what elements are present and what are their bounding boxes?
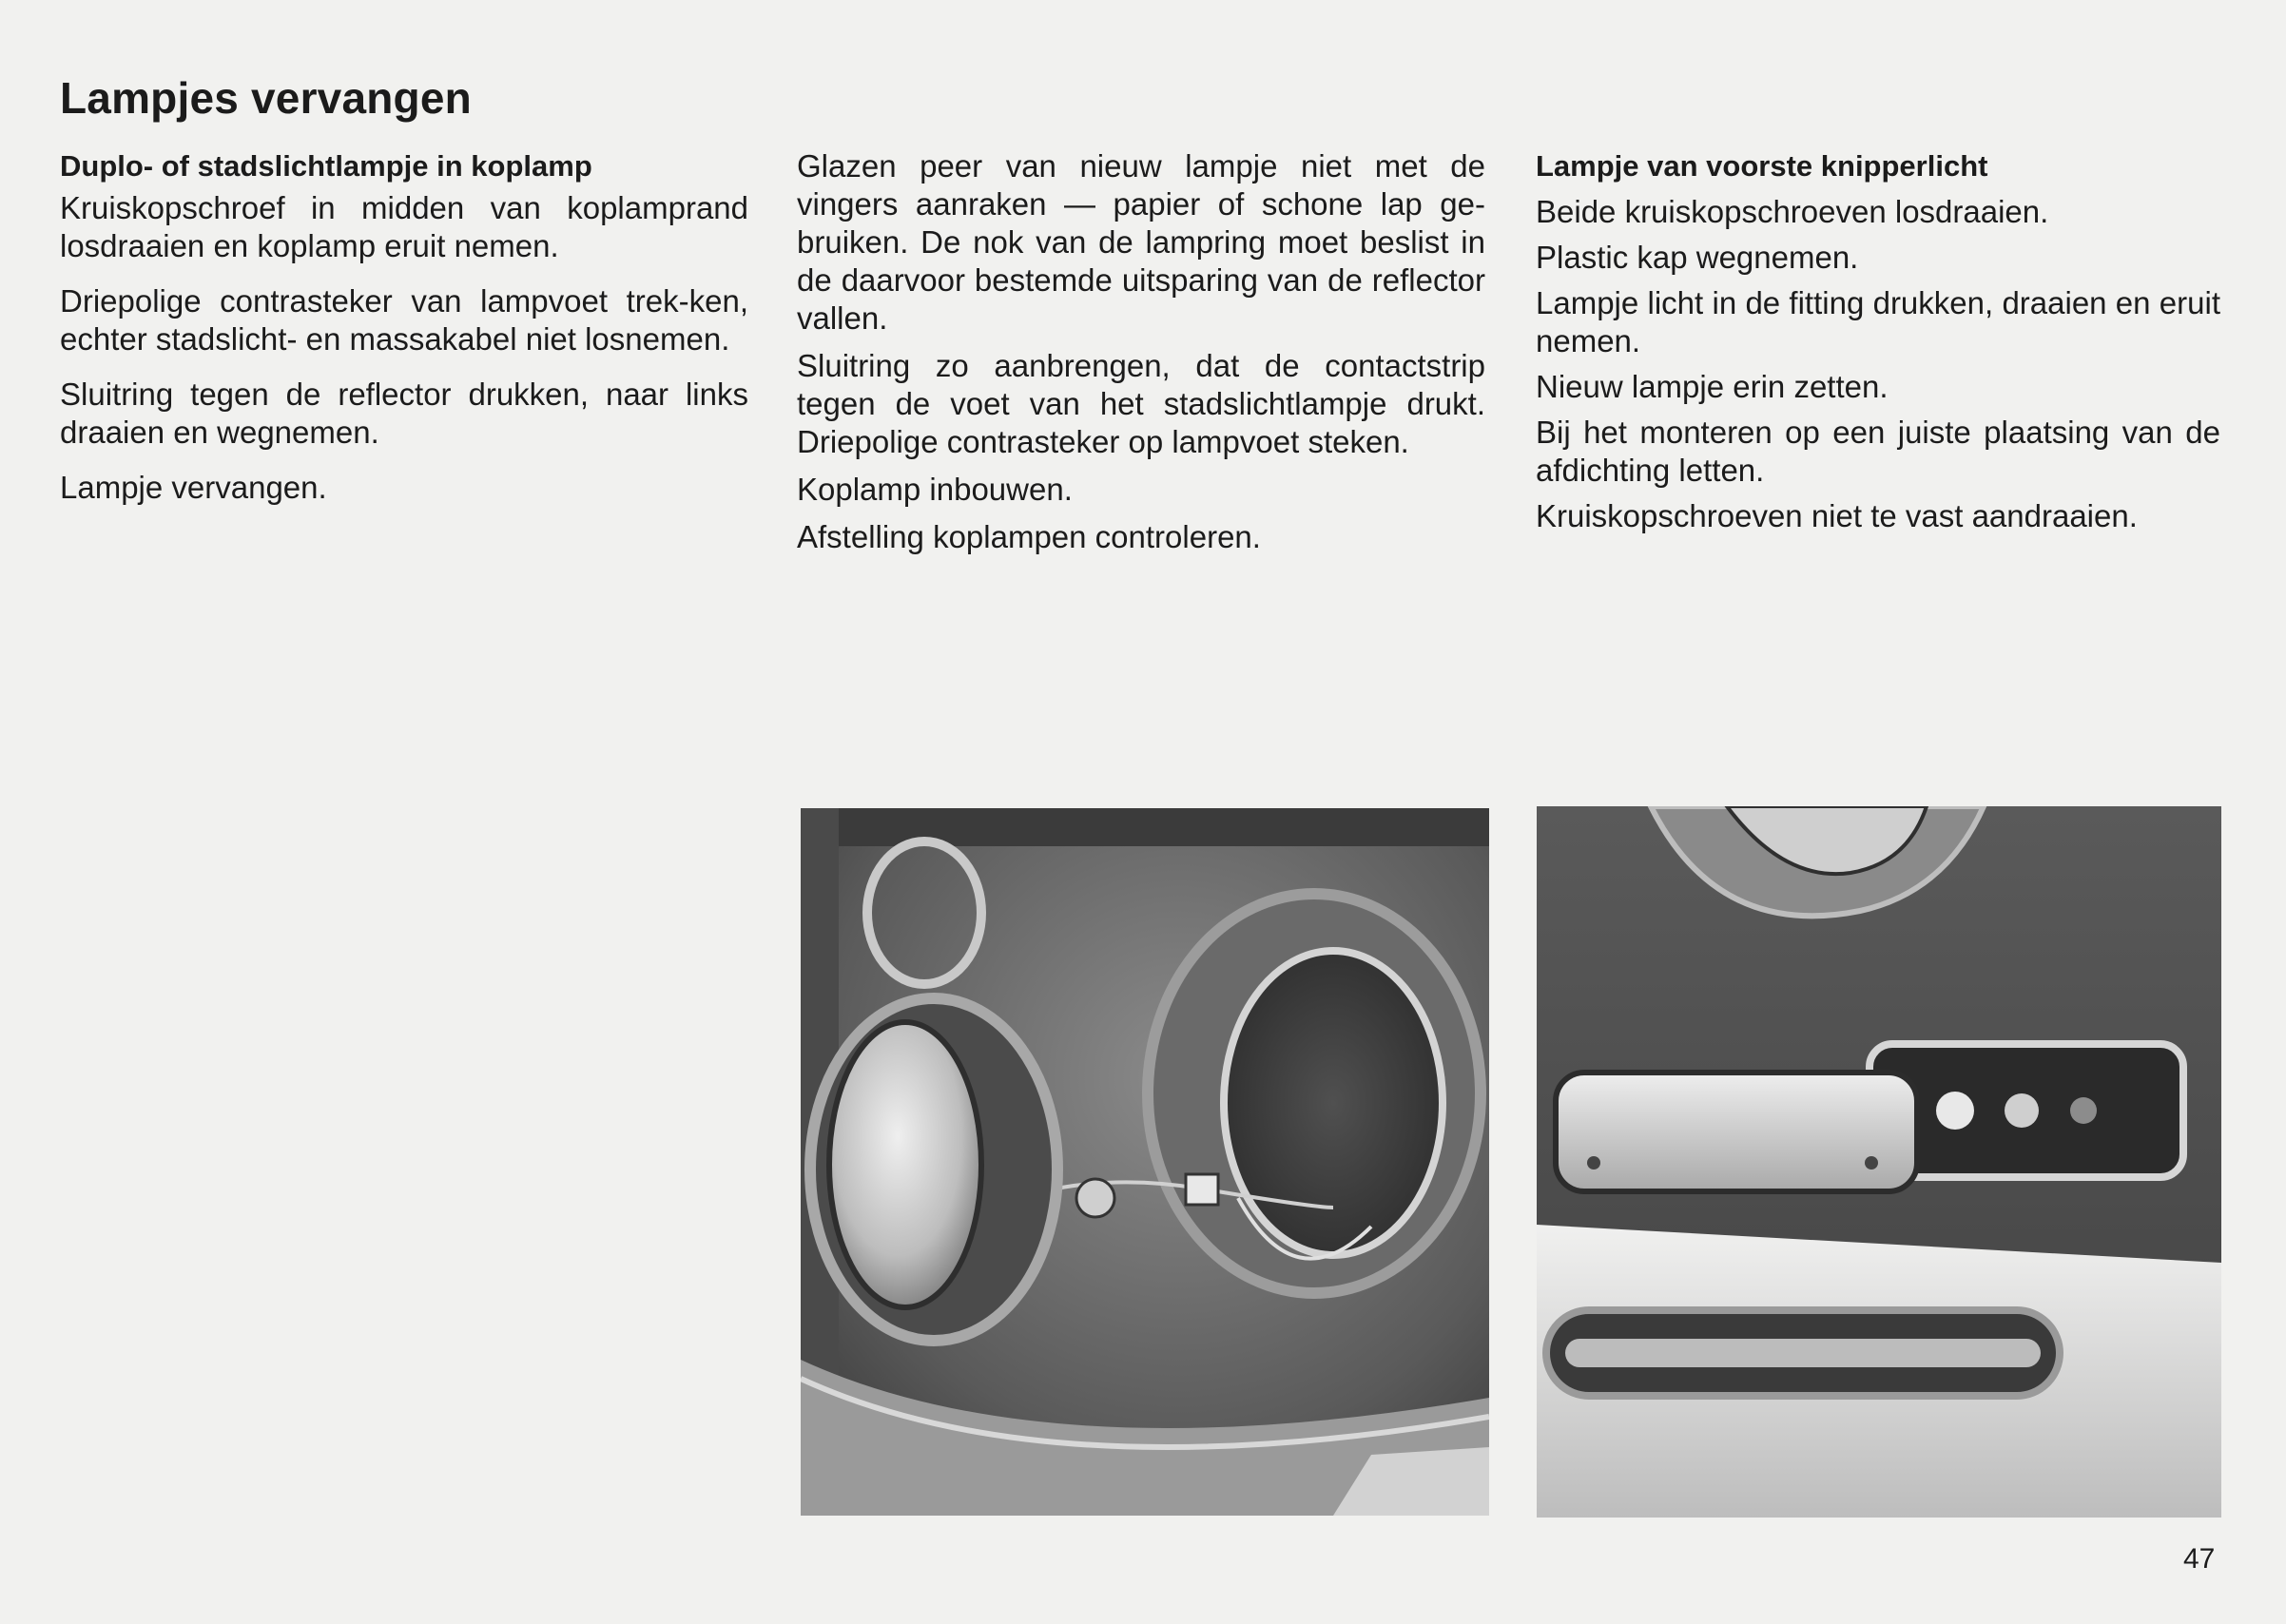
right-paragraph-1: Beide kruiskopschroeven losdraaien.	[1536, 194, 2049, 229]
page-title: Lampjes vervangen	[60, 73, 472, 123]
left-paragraph-3: Sluitring tegen de reflector drukken, naar links draaien en wegnemen.	[60, 377, 748, 450]
right-paragraph-2: Plastic kap wegnemen.	[1536, 240, 1859, 275]
headlamp-photo-drawing	[801, 808, 1489, 1516]
middle-paragraph-2: Sluitring zo aanbrengen, dat de contactstrip tegen de voet van het stadslichtlampje drukt. Driepolige contrasteker op lampvoet steken.	[797, 348, 1485, 459]
left-column-heading: Duplo- of stadslichtlampje in koplamp	[60, 149, 592, 183]
left-column	[60, 147, 748, 524]
middle-column	[797, 147, 1485, 566]
right-column	[1536, 147, 2220, 543]
headlamp-removed-photo	[801, 808, 1489, 1516]
right-column-heading: Lampje van voorste knipperlicht	[1536, 149, 1988, 183]
front-indicator-photo	[1537, 806, 2221, 1518]
right-paragraph-3: Lampje licht in de fitting drukken, draaien en eruit nemen.	[1536, 285, 2220, 358]
middle-paragraph-4: Afstelling koplampen controleren.	[797, 519, 1261, 554]
page-number: 47	[2183, 1543, 2216, 1575]
right-paragraph-6: Kruiskopschroeven niet te vast aandraaien.	[1536, 498, 2138, 533]
middle-paragraph-1: Glazen peer van nieuw lampje niet met de vingers aanraken — papier of schone lap ge-bruiken. De nok van de lampring moet beslist in de daarvoor bestemde uitsparing van de reflector vallen.	[797, 148, 1485, 336]
indicator-photo-drawing	[1537, 806, 2221, 1518]
left-paragraph-2: Driepolige contrasteker van lampvoet trek-ken, echter stadslicht- en massakabel niet losnemen.	[60, 283, 748, 357]
right-paragraph-5: Bij het monteren op een juiste plaatsing van de afdichting letten.	[1536, 415, 2220, 488]
left-paragraph-4: Lampje vervangen.	[60, 470, 327, 505]
right-paragraph-4: Nieuw lampje erin zetten.	[1536, 369, 1889, 404]
left-paragraph-1: Kruiskopschroef in midden van koplamprand losdraaien en koplamp eruit nemen.	[60, 190, 748, 263]
middle-paragraph-3: Koplamp inbouwen.	[797, 472, 1073, 507]
